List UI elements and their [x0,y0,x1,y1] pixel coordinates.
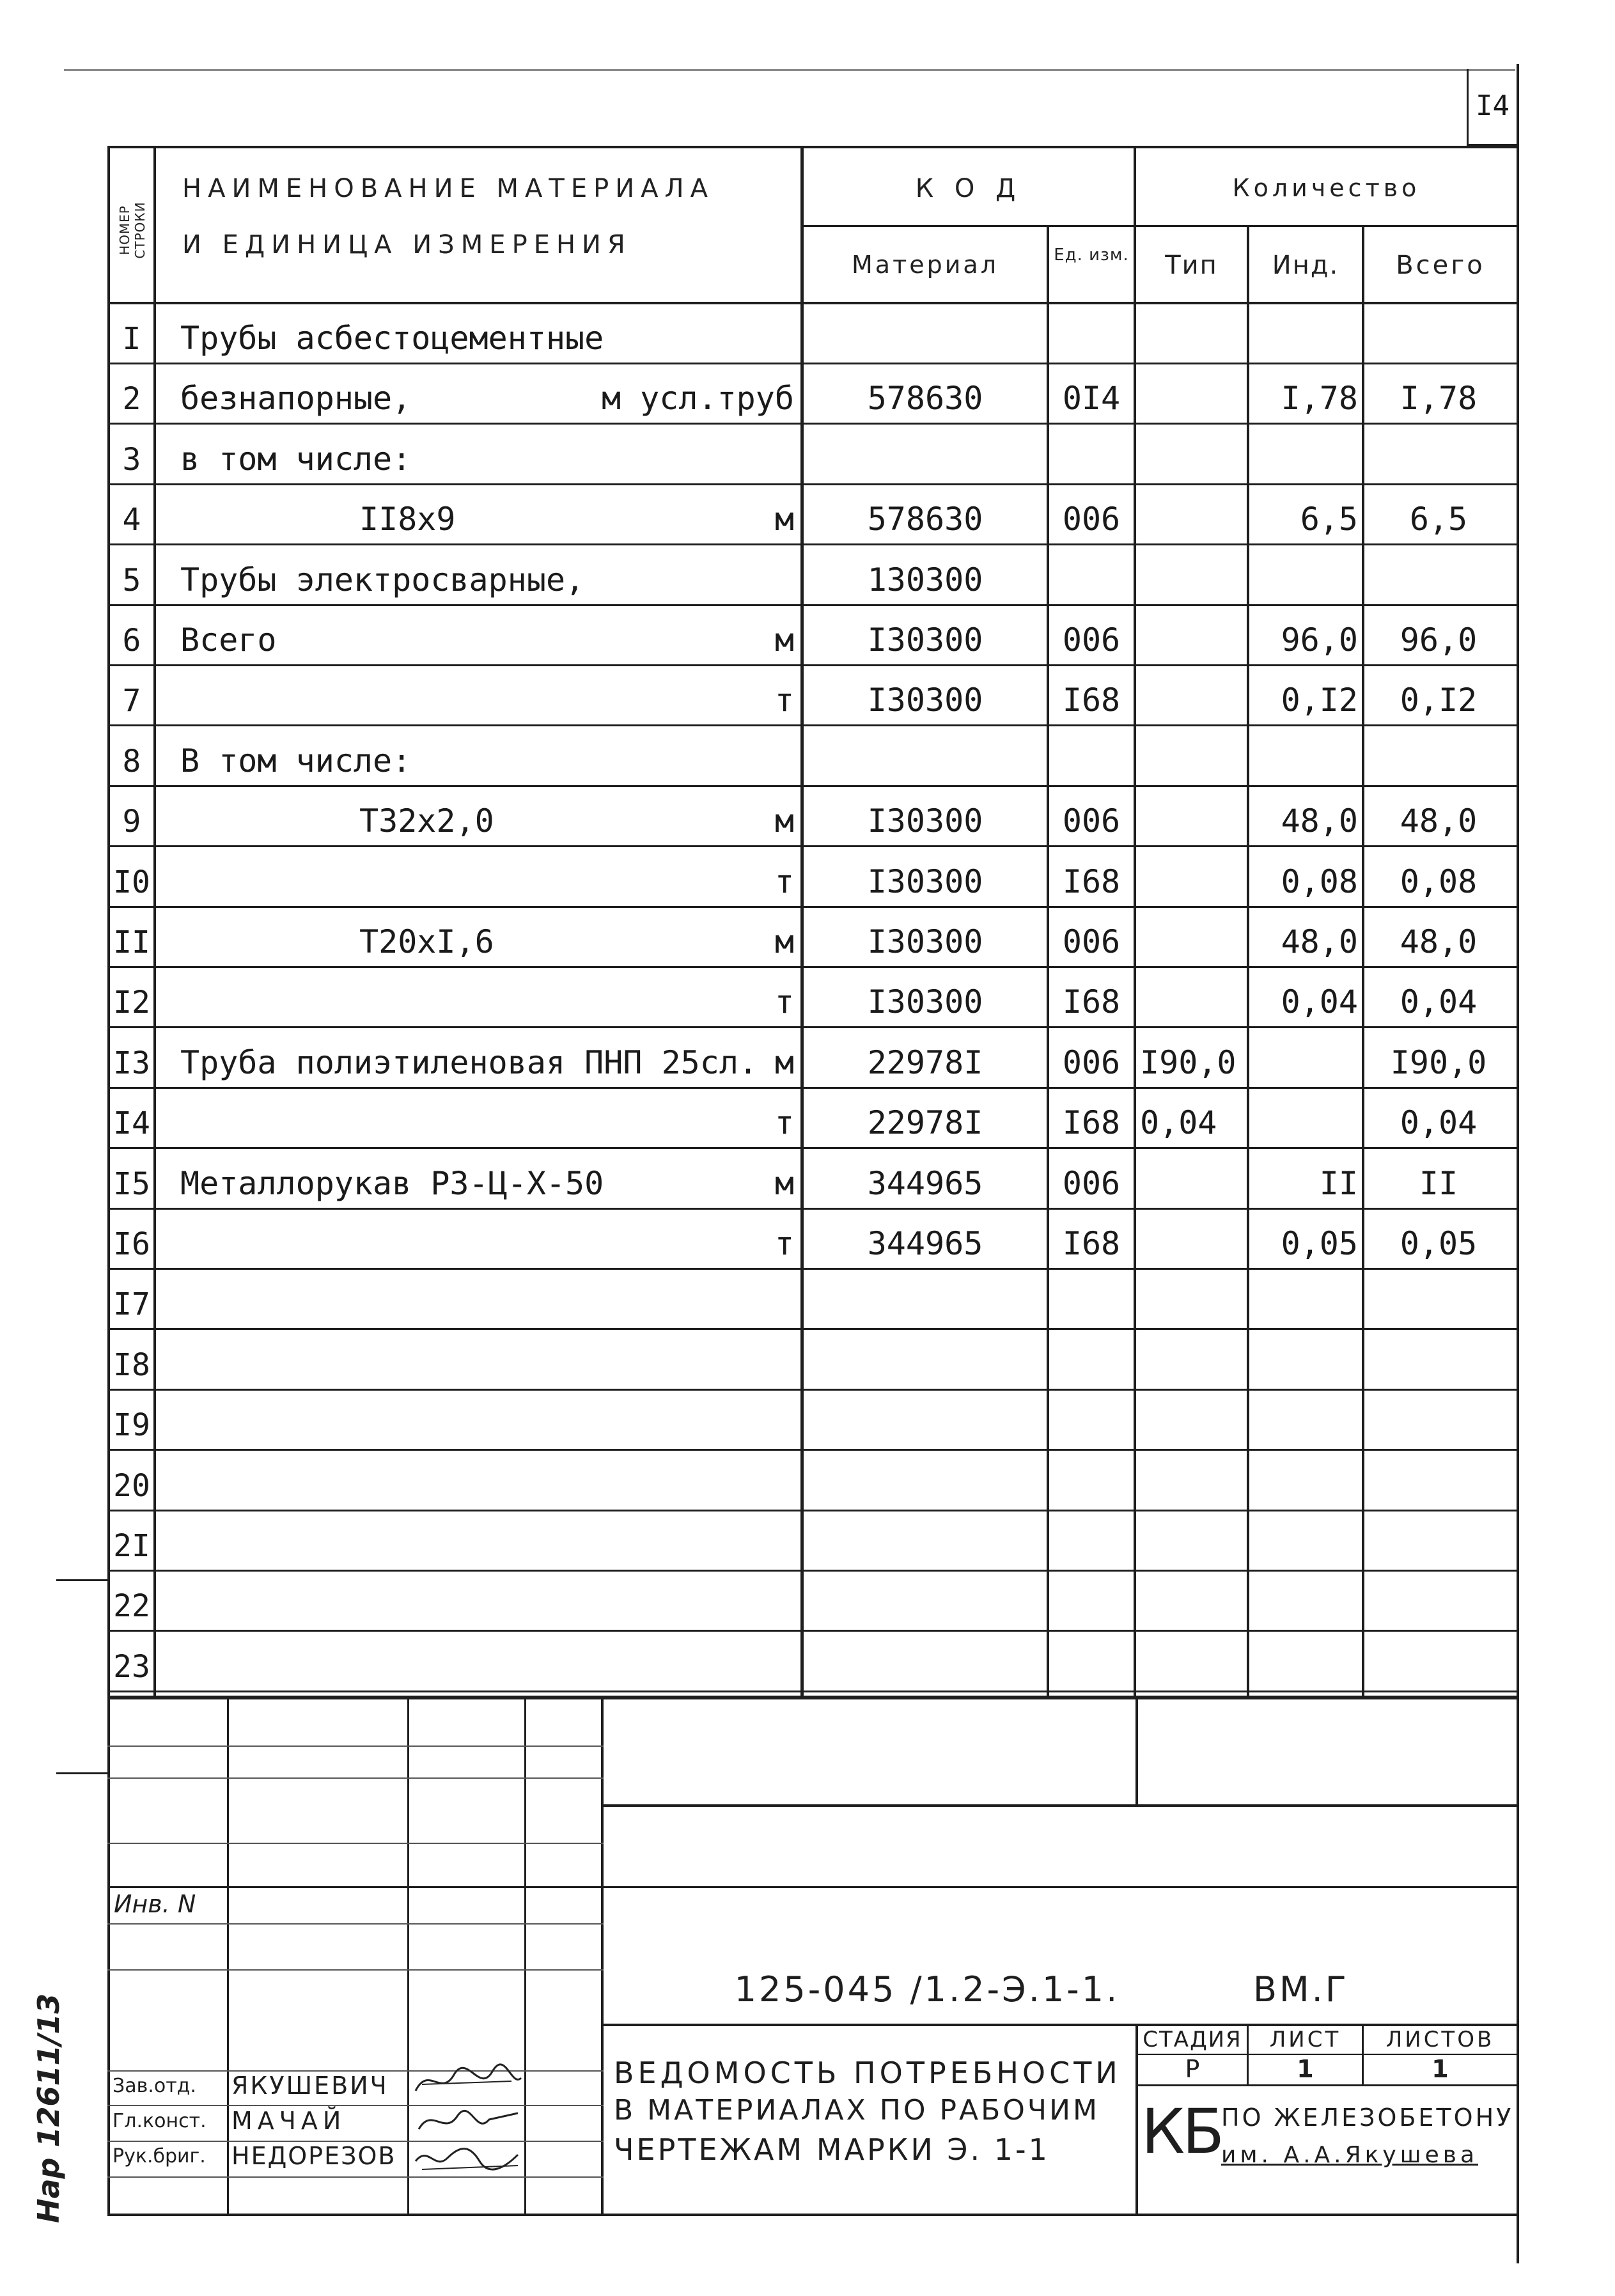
staff-role-2: Гл.конст. [113,2110,207,2132]
qty-total: 48,0 [1400,923,1478,960]
sheet-value: 1 [1297,2055,1314,2083]
row-number: I4 [113,1105,150,1141]
row-divider [110,543,1517,545]
row-number: I0 [113,864,150,900]
row-divider [110,1026,1517,1028]
material-name: Т20хI,6 [359,923,494,960]
unit-name: м [774,621,794,659]
qty-total: 6,5 [1409,501,1468,538]
row-divider [110,845,1517,847]
staff-name-2: МАЧАЙ [231,2107,347,2135]
material-name: Металлорукав РЗ-Ц-Х-50 [180,1165,604,1202]
stamp-h3 [601,1804,1517,1807]
title-line-3: ЧЕРТЕЖАМ МАРКИ Э. 1-1 [614,2132,1050,2167]
unit-name: м [774,1165,794,1202]
material-code: 578630 [867,380,983,417]
row-number: 9 [122,804,141,840]
document-mark: ВМ.Г [1253,1969,1349,2010]
ind-header: Инд. [1272,251,1339,280]
qty-ind: 48,0 [1281,923,1358,960]
unit-name: м [774,802,794,840]
unit-code: 006 [1062,1044,1121,1081]
unit-name: т [774,1104,794,1141]
row-number: 2 [122,381,141,417]
unit-name: м [774,1044,794,1081]
typ-header: Тип [1165,251,1218,280]
unit-name: т [774,983,794,1020]
stamp-right-col [1135,2024,1138,2215]
row-divider [110,1691,1517,1692]
row-number-header: НОМЕР СТРОКИ [117,201,148,259]
unit-code: I68 [1062,1104,1121,1141]
row-divider [110,1328,1517,1330]
unit-code: 006 [1062,1165,1121,1202]
signature-1 [409,2059,524,2104]
table-row [110,425,1517,485]
stamp-col-5 [1135,1696,1138,1806]
qty-total: 0,04 [1400,1104,1478,1141]
table-row [110,1150,1517,1210]
material-name: Всего [180,621,277,659]
qty-ind: 0,04 [1281,983,1358,1020]
stamp-top [107,1696,1517,1698]
qty-ind: 48,0 [1281,802,1358,840]
qty-typ: I90,0 [1140,1044,1237,1081]
document-code: 125-045 /1.2-Э.1-1. [734,1969,1120,2010]
qty-total: I90,0 [1390,1044,1487,1081]
material-code: 344965 [867,1165,983,1202]
row-number: I9 [113,1407,150,1443]
sheets-label: ЛИСТОВ [1385,2027,1495,2052]
signature-2 [409,2104,524,2142]
top-border [64,69,1515,71]
table-row [110,1451,1517,1511]
row-number: 4 [122,502,141,538]
qty-ind: 0,05 [1281,1225,1358,1262]
row-divider [110,724,1517,726]
org-line-2: им. А.А.Якушева [1221,2142,1479,2168]
quantity-header: Количество [1232,174,1421,202]
row-number: 23 [113,1649,150,1685]
row-number: II [113,925,150,960]
table-row [110,1210,1517,1270]
row-number: 3 [122,442,141,478]
unit-code: I68 [1062,682,1121,719]
unit-name: м усл.труб [601,380,794,417]
unit-name: т [774,682,794,719]
row-number: I5 [113,1166,150,1202]
qty-total: 0,08 [1400,863,1478,900]
table-row [110,848,1517,908]
qty-typ: 0,04 [1140,1104,1217,1141]
staff-role-1: Зав.отд. [113,2075,196,2097]
material-name: II8x9 [359,501,456,538]
stamp-h8 [601,2024,1517,2026]
material-name: Трубы асбестоцементные [180,320,604,357]
code-header: К О Д [915,174,1022,203]
side-note: Нар 12611/13 [31,1993,66,2223]
staff-role-3: Рук.бриг. [113,2145,206,2167]
row-number: 5 [122,563,141,598]
table-row [110,1270,1517,1330]
title-line-2: В МАТЕРИАЛАХ ПО РАБОЧИМ [614,2094,1100,2127]
name-header-line2: И ЕДИНИЦА ИЗМЕРЕНИЯ [182,230,632,260]
org-line-1: ПО ЖЕЛЕЗОБЕТОНУ [1221,2104,1514,2132]
material-code: I30300 [867,863,983,900]
material-code: 578630 [867,501,983,538]
row-divider [110,423,1517,425]
unit-code: 006 [1062,621,1121,659]
staff-name-1: ЯКУШЕВИЧ [231,2072,389,2100]
name-header-line1: НАИМЕНОВАНИЕ МАТЕРИАЛА [182,174,714,203]
material-header: Материал [852,251,999,279]
stamp-col-1 [227,1696,229,2216]
unit-code: 006 [1062,923,1121,960]
table-row [110,1391,1517,1451]
sheet-number-box [1467,69,1517,146]
total-header: Всего [1396,251,1485,280]
row-number: 6 [122,623,141,659]
qty-ind: 96,0 [1281,621,1358,659]
staff-name-3: НЕДОРЕЗОВ [231,2142,396,2170]
stamp-h12 [107,2176,604,2178]
right-frame [1517,64,1519,2263]
row-divider [110,1449,1517,1451]
table-row [110,606,1517,666]
row-number: I2 [113,985,150,1020]
qty-ind: II [1319,1165,1358,1202]
material-name: В том числе: [180,742,412,779]
stamp-h2 [107,1777,604,1779]
sheets-value: 1 [1432,2055,1449,2083]
stamp-h4 [107,1843,604,1844]
table-row [110,364,1517,425]
unit-code: 006 [1062,802,1121,840]
material-code: 130300 [867,561,983,598]
qty-total: 48,0 [1400,802,1478,840]
table-row [110,968,1517,1028]
qty-total: 0,05 [1400,1225,1478,1262]
sheet-label: ЛИСТ [1269,2027,1341,2052]
header-subline [800,225,1517,227]
qty-ind: 6,5 [1300,501,1358,538]
row-divider [110,1147,1517,1149]
unit-code: I68 [1062,1225,1121,1262]
qty-total: I,78 [1400,380,1478,417]
unit-header: Ед. изм. [1054,246,1129,265]
unit-name: м [774,501,794,538]
material-code: I30300 [867,682,983,719]
material-code: I30300 [867,983,983,1020]
inv-label: Инв. N [114,1890,196,1918]
stamp-col-3 [524,1696,526,2216]
stamp-h1 [107,1745,604,1747]
stage-label: СТАДИЯ [1143,2027,1242,2052]
signature-3 [409,2139,524,2177]
table-row [110,546,1517,606]
unit-name: т [774,1225,794,1262]
table-row [110,727,1517,787]
qty-total: 0,04 [1400,983,1478,1020]
material-name: в том числе: [180,441,412,478]
unit-name: т [774,863,794,900]
material-name: безнапорные, [180,380,412,417]
qty-ind: 0,I2 [1281,682,1358,719]
stamp-h6 [107,1923,604,1925]
unit-code: 006 [1062,501,1121,538]
table-row [110,1632,1517,1692]
qty-ind: 0,08 [1281,863,1358,900]
table-row [110,908,1517,968]
row-number: I6 [113,1226,150,1262]
org-logo: КБ [1141,2096,1222,2167]
stamp-h5 [107,1886,1517,1888]
unit-code: 0I4 [1062,380,1121,417]
material-code: I30300 [867,923,983,960]
left-margin-mark-2 [56,1772,109,1774]
stamp-bottom [107,2214,1517,2216]
stamp-stage-bottom [1135,2084,1517,2086]
stamp-h10 [107,2105,604,2106]
row-number: I [122,321,141,357]
table-row [110,666,1517,726]
table-row [110,304,1517,364]
qty-total: 96,0 [1400,621,1478,659]
table-row [110,1331,1517,1391]
unit-code: I68 [1062,983,1121,1020]
table-row [110,787,1517,847]
stage-value: Р [1185,2055,1200,2083]
table-row [110,1511,1517,1572]
material-code: 22978I [867,1104,983,1141]
row-number: I3 [113,1045,150,1081]
material-name: Труба полиэтиленовая ПНП 25сл. [180,1044,758,1081]
row-number: I7 [113,1286,150,1322]
row-number: 22 [113,1588,150,1624]
unit-name: м [774,923,794,960]
material-code: 22978I [867,1044,983,1081]
qty-total: 0,I2 [1400,682,1478,719]
table-row [110,1572,1517,1632]
row-number: 8 [122,744,141,779]
row-number: 2I [113,1528,150,1564]
row-number: I8 [113,1347,150,1383]
material-name: Трубы электросварные, [180,561,585,598]
qty-ind: I,78 [1281,380,1358,417]
stamp-col-4 [601,1696,604,2216]
row-number: 20 [113,1468,150,1504]
row-number: 7 [122,683,141,719]
material-code: I30300 [867,802,983,840]
title-line-1: ВЕДОМОСТЬ ПОТРЕБНОСТИ [614,2056,1121,2090]
material-code: I30300 [867,621,983,659]
material-name: Т32х2,0 [359,802,494,840]
material-code: 344965 [867,1225,983,1262]
left-margin-mark-1 [56,1579,109,1581]
unit-code: I68 [1062,863,1121,900]
sheet-number: I4 [1476,90,1510,122]
row-divider [110,1630,1517,1632]
table-row [110,485,1517,545]
stamp-h7 [107,1969,604,1971]
table-row [110,1029,1517,1089]
table-row [110,1089,1517,1149]
qty-total: II [1419,1165,1458,1202]
